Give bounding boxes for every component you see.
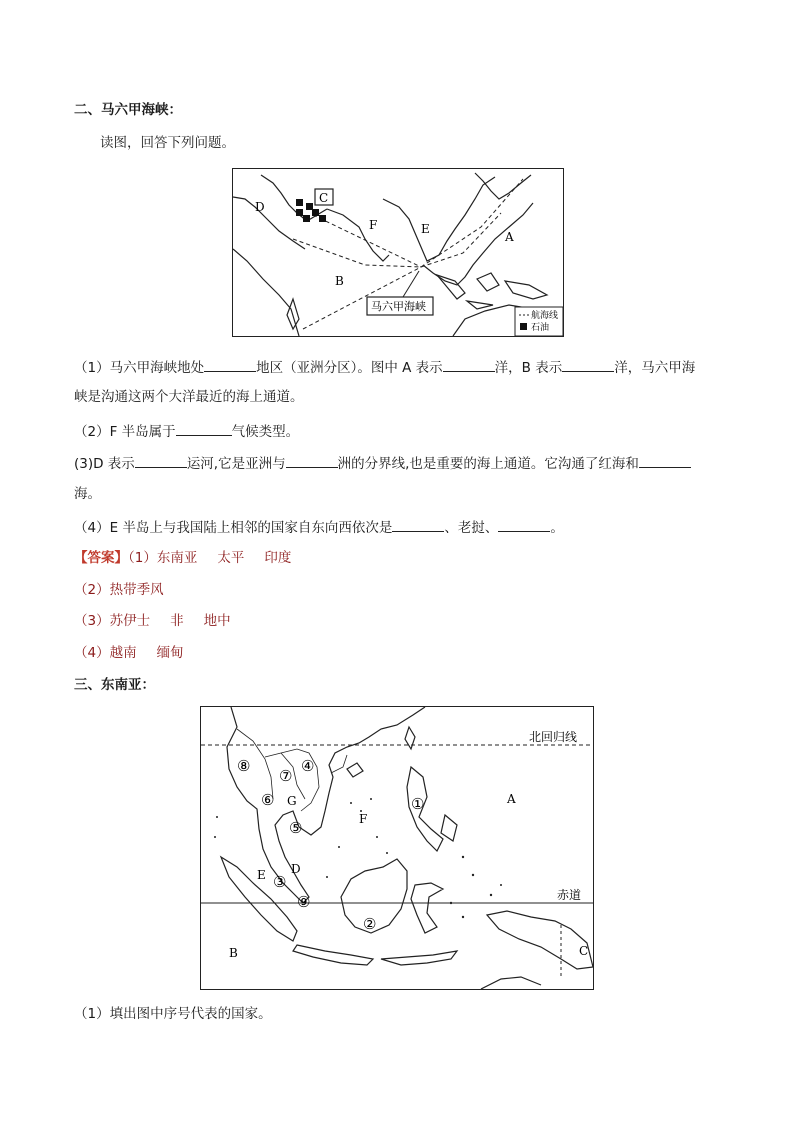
map-number-3: ③ — [273, 873, 287, 891]
answer-value: 印度 — [264, 550, 292, 566]
answer-value: 东南亚 — [156, 550, 198, 566]
answer-value: 非 — [170, 613, 184, 629]
question-3-line2: 海。 — [74, 486, 101, 502]
answer-num: （4） — [74, 645, 110, 661]
answer-line-3 — [74, 611, 231, 631]
answer-value: 苏伊士 — [109, 613, 151, 629]
map-number-1: ① — [411, 795, 425, 813]
q4-text-1: （4）E 半岛上与我国陆上相邻的国家自东向西依次是 — [74, 520, 393, 536]
q4-text-2: 、老挝、 — [444, 520, 499, 536]
question-2 — [74, 421, 299, 442]
legend-oil: 石油 — [531, 323, 550, 333]
answer-blank[interactable] — [204, 357, 256, 372]
equator-label: 赤道 — [557, 888, 582, 902]
q2-text-1: （2）F 半岛属于 — [74, 424, 176, 440]
question-1-line1 — [74, 357, 695, 378]
map-label-a: A — [505, 230, 514, 244]
map-number-6: ⑥ — [261, 791, 275, 809]
southeast-asia-map — [200, 706, 594, 990]
map-label-e: E — [421, 222, 430, 236]
map-label-b: B — [229, 946, 238, 960]
answer-blank[interactable] — [562, 357, 614, 372]
answer-value: 地中 — [203, 613, 231, 629]
map-number-4: ④ — [301, 757, 315, 775]
answer-blank[interactable] — [639, 453, 691, 468]
question-4 — [74, 517, 564, 538]
answer-value: 太平 — [217, 550, 245, 566]
map-number-8: ⑧ — [237, 757, 251, 775]
malacca-strait-map — [232, 168, 564, 337]
answer-tag: 【答案】 — [74, 550, 128, 566]
map-label-f: F — [359, 812, 368, 826]
section-heading: 三、东南亚： — [74, 677, 155, 693]
q1-text-3: 洋，B 表示 — [494, 360, 563, 376]
answer-line-1 — [74, 548, 291, 568]
answer-blank[interactable] — [392, 517, 444, 532]
oil-legend-icon — [520, 323, 527, 330]
map-label-f: F — [369, 218, 378, 232]
tropic-label: 北回归线 — [529, 730, 578, 744]
answer-value: 热带季风 — [109, 582, 164, 598]
map-label-a: A — [507, 792, 516, 806]
map-label-c: C — [579, 944, 589, 958]
answer-line-2 — [74, 580, 164, 600]
answer-blank[interactable] — [498, 517, 550, 532]
q1-text-1: （1）马六甲海峡地处 — [74, 360, 205, 376]
map-label-g: G — [287, 794, 297, 808]
map-number-2: ② — [363, 915, 377, 933]
map-number-7: ⑦ — [279, 767, 293, 785]
q1-text-2: 地区（亚洲分区）。图中 A 表示 — [256, 360, 443, 376]
q4-text-3: 。 — [550, 520, 564, 536]
map-number-9: ⑨ — [297, 893, 311, 911]
answer-blank[interactable] — [286, 453, 338, 468]
q3-text-2: 运河,它是亚洲与 — [186, 456, 286, 472]
question-3-line1 — [74, 453, 691, 474]
answer-blank[interactable] — [176, 421, 232, 436]
q2-text-2: 气候类型。 — [231, 424, 300, 440]
q1-text-4: 洋，马六甲海 — [614, 360, 696, 376]
answer-value: 缅甸 — [156, 645, 184, 661]
answer-blank[interactable] — [135, 453, 187, 468]
answer-num: （3） — [74, 613, 110, 629]
map-label-b: B — [335, 274, 344, 288]
q3-text-1: (3)D 表示 — [74, 456, 135, 472]
map-label-c: C — [319, 191, 329, 205]
answer-num: （2） — [74, 582, 110, 598]
instruction-text: 读图，回答下列问题。 — [100, 135, 235, 151]
q3-text-3: 洲的分界线,也是重要的海上通道。它沟通了红海和 — [337, 456, 639, 472]
answer-line-4 — [74, 643, 184, 663]
section3-question-1: （1）填出图中序号代表的国家。 — [74, 1006, 272, 1022]
section-heading: 二、马六甲海峡： — [74, 102, 182, 118]
map-number-5: ⑤ — [289, 819, 303, 837]
question-1-line2: 峡是沟通这两个大洋最近的海上通道。 — [74, 389, 304, 405]
answer-value: 越南 — [109, 645, 137, 661]
map-label-e: E — [257, 868, 266, 882]
map-label-d: D — [291, 862, 301, 876]
strait-label: 马六甲海峡 — [371, 300, 426, 313]
map-label-d: D — [255, 200, 265, 214]
legend-route: 航海线 — [531, 311, 559, 321]
answer-num: （1） — [128, 550, 157, 566]
answer-blank[interactable] — [443, 357, 495, 372]
